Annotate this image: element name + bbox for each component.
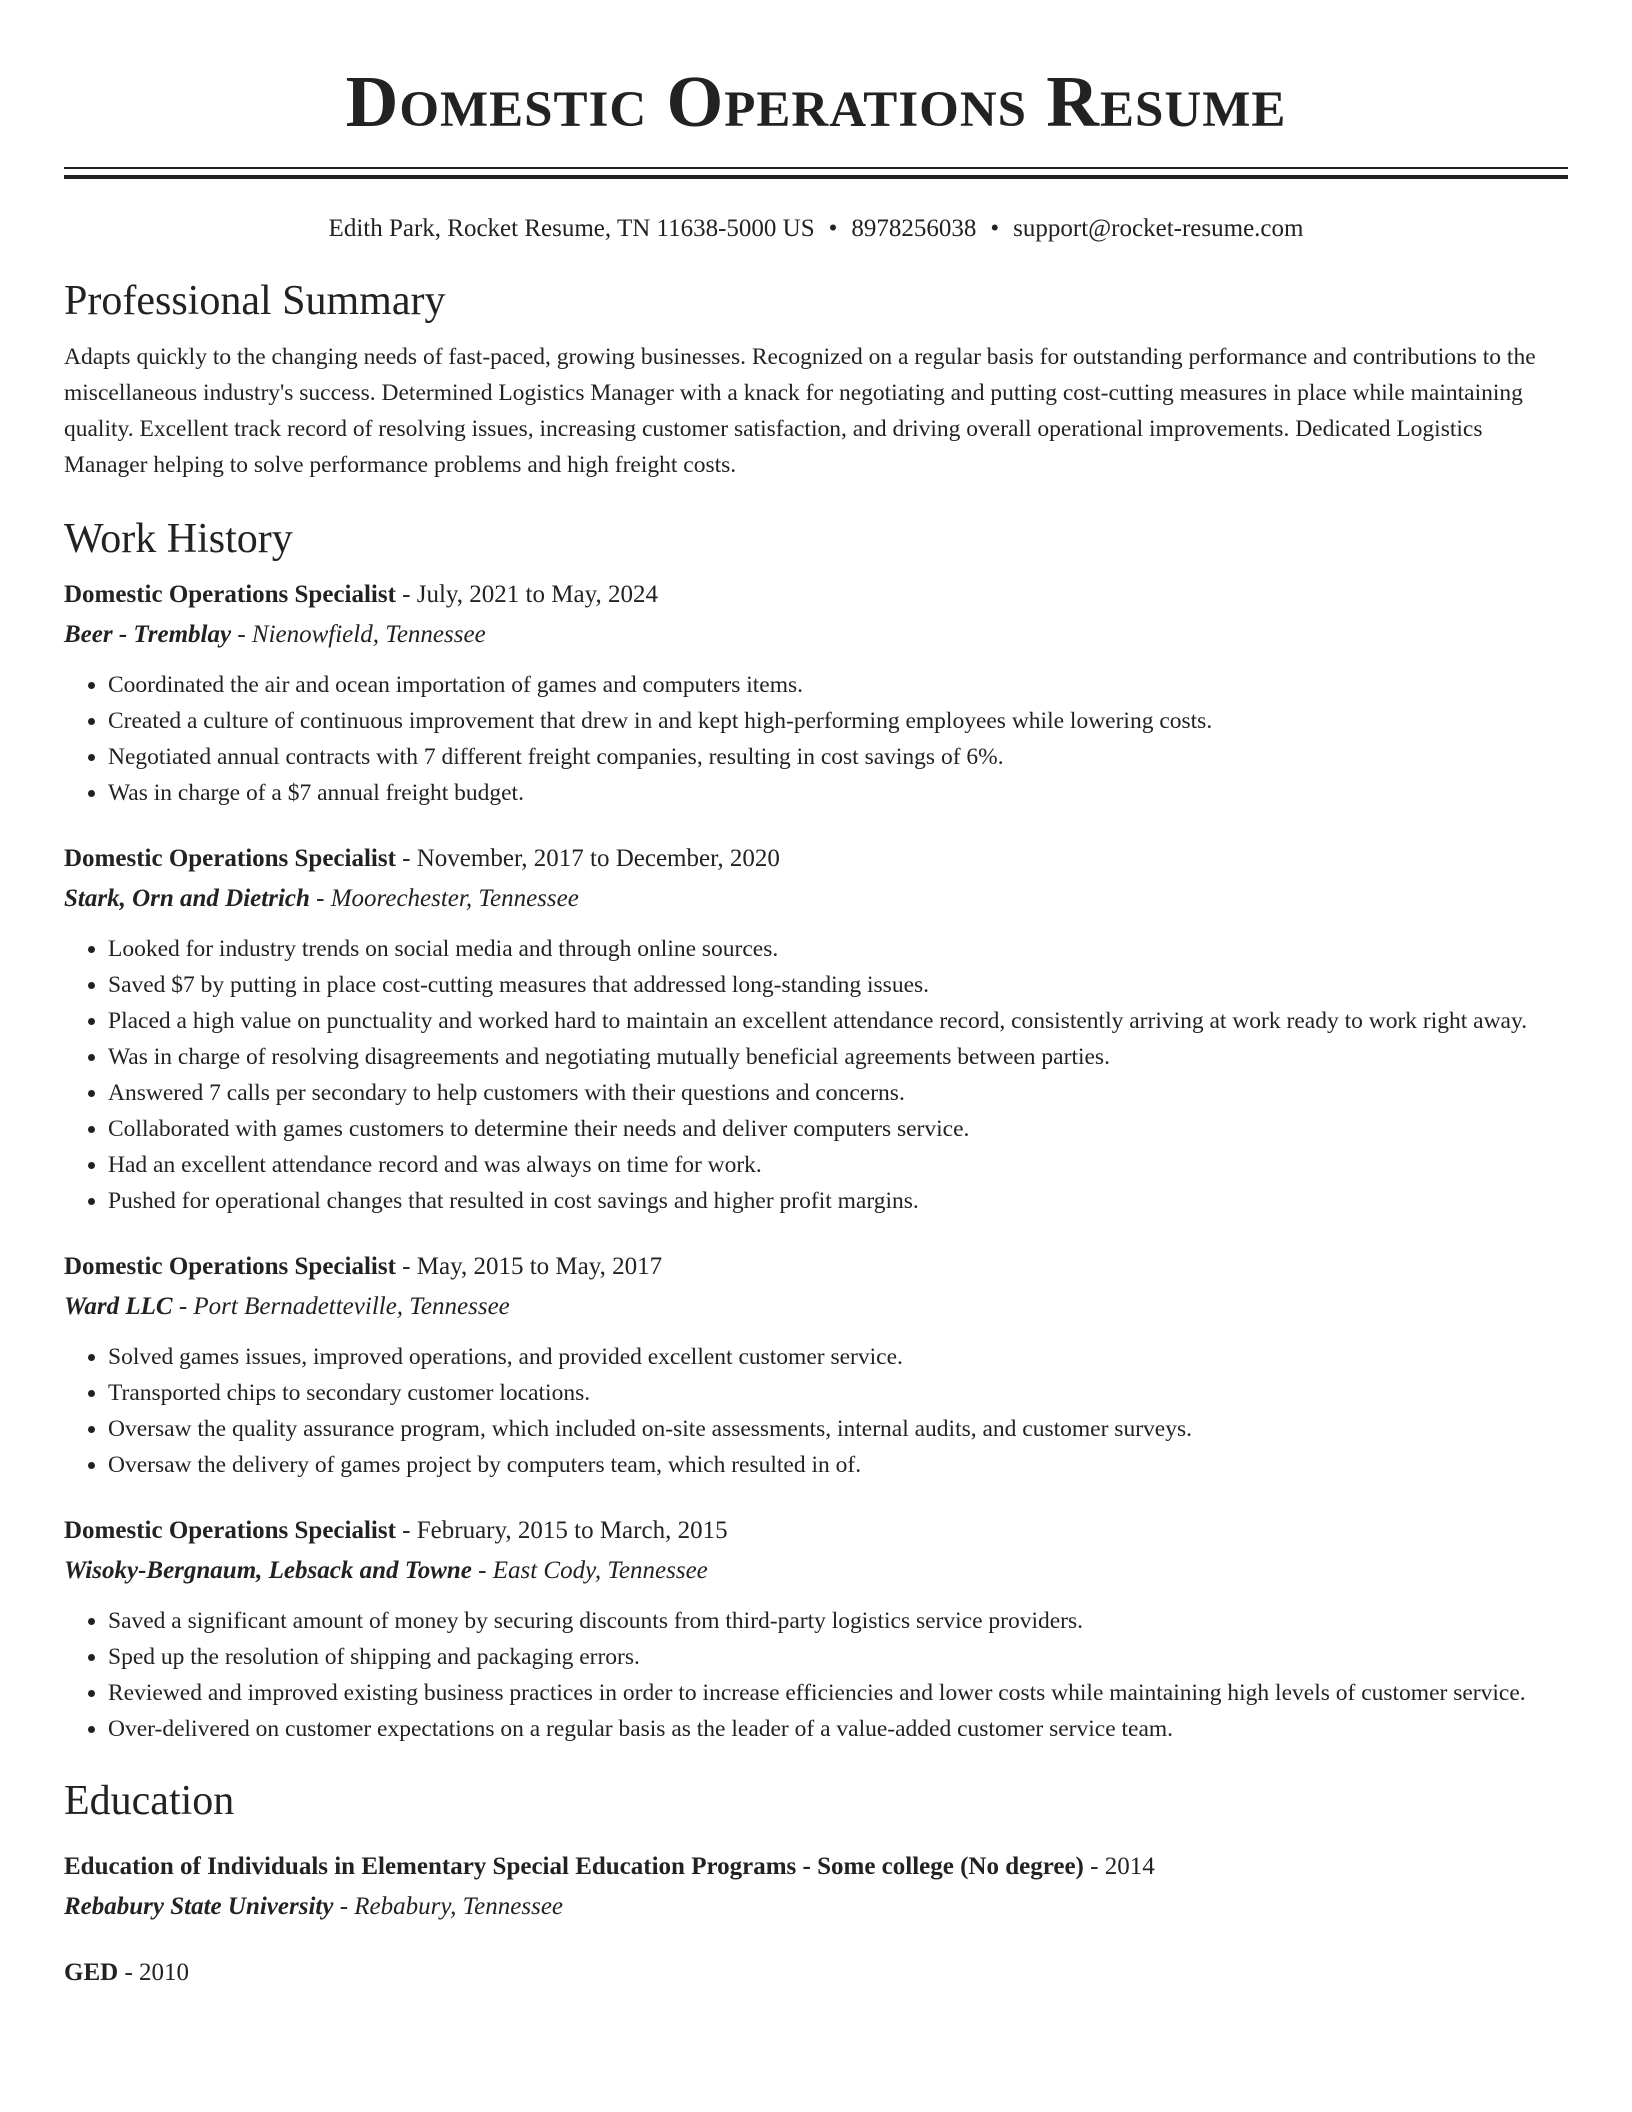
contact-email: support@rocket-resume.com xyxy=(1013,215,1304,242)
job-bullet: • Coordinated the air and ocean importation of games and computers items. xyxy=(108,667,1568,703)
education-entry xyxy=(64,1849,1568,1925)
job-company: Stark, Orn and Dietrich xyxy=(64,885,310,912)
education-location: - Rebabury, Tennessee xyxy=(333,1893,564,1920)
education-school: Rebabury State University xyxy=(64,1893,334,1920)
job-bullet: • Had an excellent attendance record and was always on time for work. xyxy=(108,1147,1568,1183)
job-title-line xyxy=(64,1513,1568,1549)
job-bullet: • Created a culture of continuous improvement that drew in and kept high-performing employees while lowering costs. xyxy=(108,703,1568,739)
job-entry xyxy=(64,841,1568,1219)
job-entry xyxy=(64,1513,1568,1747)
job-location: - Nienowfield, Tennessee xyxy=(231,621,486,648)
summary-heading: Professional Summary xyxy=(64,278,446,324)
education-heading: Education xyxy=(64,1778,235,1824)
job-bullet: • Saved a significant amount of money by securing discounts from third-party logistics service providers. xyxy=(108,1603,1568,1639)
job-role: Domestic Operations Specialist xyxy=(64,1517,396,1544)
job-title-line xyxy=(64,841,1568,877)
contact-line xyxy=(64,213,1568,245)
job-title-line xyxy=(64,577,1568,613)
job-bullet: • Oversaw the quality assurance program, which included on-site assessments, internal audits, and customer surveys. xyxy=(108,1411,1568,1447)
job-company: Wisoky-Bergnaum, Lebsack and Towne xyxy=(64,1557,472,1584)
job-role: Domestic Operations Specialist xyxy=(64,1253,396,1280)
work-history-heading: Work History xyxy=(64,516,293,562)
education-year: - 2014 xyxy=(1083,1853,1155,1880)
job-bullets xyxy=(64,667,1568,811)
job-bullet: • Reviewed and improved existing business practices in order to increase efficiencies and lower costs while maintaining high levels of customer service. xyxy=(108,1675,1568,1711)
job-company-line xyxy=(64,881,1568,917)
work-history-list xyxy=(64,577,1568,1747)
contact-separator: • xyxy=(990,215,1000,242)
job-bullet: • Collaborated with games customers to determine their needs and deliver computers service. xyxy=(108,1111,1568,1147)
job-bullet: • Was in charge of a $7 annual freight budget. xyxy=(108,775,1568,811)
job-bullet: • Pushed for operational changes that resulted in cost savings and higher profit margins. xyxy=(108,1183,1568,1219)
job-bullet: • Looked for industry trends on social media and through online sources. xyxy=(108,931,1568,967)
job-bullet: • Solved games issues, improved operations, and provided excellent customer service. xyxy=(108,1339,1568,1375)
job-bullet: • Saved $7 by putting in place cost-cutting measures that addressed long-standing issues. xyxy=(108,967,1568,1003)
job-location: - East Cody, Tennessee xyxy=(471,1557,708,1584)
job-location: - Moorechester, Tennessee xyxy=(309,885,579,912)
education-list xyxy=(64,1849,1568,1991)
job-location: - Port Bernadetteville, Tennessee xyxy=(172,1293,510,1320)
job-dates: - May, 2015 to May, 2017 xyxy=(395,1253,663,1280)
job-entry xyxy=(64,1249,1568,1483)
job-company-line xyxy=(64,1289,1568,1325)
title-divider-thin xyxy=(64,167,1568,169)
education-school-line xyxy=(64,1889,1568,1925)
job-company-line xyxy=(64,617,1568,653)
education-title-line xyxy=(64,1955,1568,1991)
job-company-line xyxy=(64,1553,1568,1589)
job-bullet: • Placed a high value on punctuality and worked hard to maintain an excellent attendance record, consistently arriving at work ready to work right away. xyxy=(108,1003,1568,1039)
job-bullet: • Sped up the resolution of shipping and packaging errors. xyxy=(108,1639,1568,1675)
job-bullet: • Transported chips to secondary customer locations. xyxy=(108,1375,1568,1411)
education-title-line xyxy=(64,1849,1568,1885)
resume-title: Domestic Operations Resume xyxy=(345,61,1287,142)
job-role: Domestic Operations Specialist xyxy=(64,845,396,872)
job-bullets xyxy=(64,931,1568,1219)
job-bullet: • Over-delivered on customer expectations on a regular basis as the leader of a value-added customer service team. xyxy=(108,1711,1568,1747)
job-bullet: • Was in charge of resolving disagreements and negotiating mutually beneficial agreements between parties. xyxy=(108,1039,1568,1075)
job-bullet: • Negotiated annual contracts with 7 different freight companies, resulting in cost savings of 6%. xyxy=(108,739,1568,775)
job-dates: - July, 2021 to May, 2024 xyxy=(395,581,658,608)
education-degree: GED xyxy=(64,1959,119,1986)
job-title-line xyxy=(64,1249,1568,1285)
education-degree: Education of Individuals in Elementary Special Education Programs - Some college (No degree) xyxy=(64,1853,1084,1880)
contact-phone: 8978256038 xyxy=(851,215,977,242)
job-bullets xyxy=(64,1603,1568,1747)
job-entry xyxy=(64,577,1568,811)
job-company: Ward LLC xyxy=(64,1293,173,1320)
summary-text: Adapts quickly to the changing needs of fast-paced, growing businesses. Recognized on a regular basis for outstanding performance and contributions to the miscellaneous industry's success. Determined Logistics Manager with a knack for negotiating and putting cost-cutting measures in place while maintaining quality. Excellent track record of resolving issues, increasing customer satisfaction, and driving overall operational improvements. Dedicated Logistics Manager helping to solve performance problems and high freight costs. xyxy=(64,344,1536,478)
job-dates: - February, 2015 to March, 2015 xyxy=(395,1517,728,1544)
job-dates: - November, 2017 to December, 2020 xyxy=(395,845,780,872)
title-divider-thick xyxy=(64,175,1568,179)
job-company: Beer - Tremblay xyxy=(64,621,232,648)
education-year: - 2010 xyxy=(118,1959,190,1986)
job-bullet: • Answered 7 calls per secondary to help customers with their questions and concerns. xyxy=(108,1075,1568,1111)
job-bullet: • Oversaw the delivery of games project by computers team, which resulted in of. xyxy=(108,1447,1568,1483)
job-bullets xyxy=(64,1339,1568,1483)
contact-separator: • xyxy=(828,215,838,242)
education-entry xyxy=(64,1955,1568,1991)
job-role: Domestic Operations Specialist xyxy=(64,581,396,608)
contact-address: Edith Park, Rocket Resume, TN 11638-5000 US xyxy=(328,215,815,242)
